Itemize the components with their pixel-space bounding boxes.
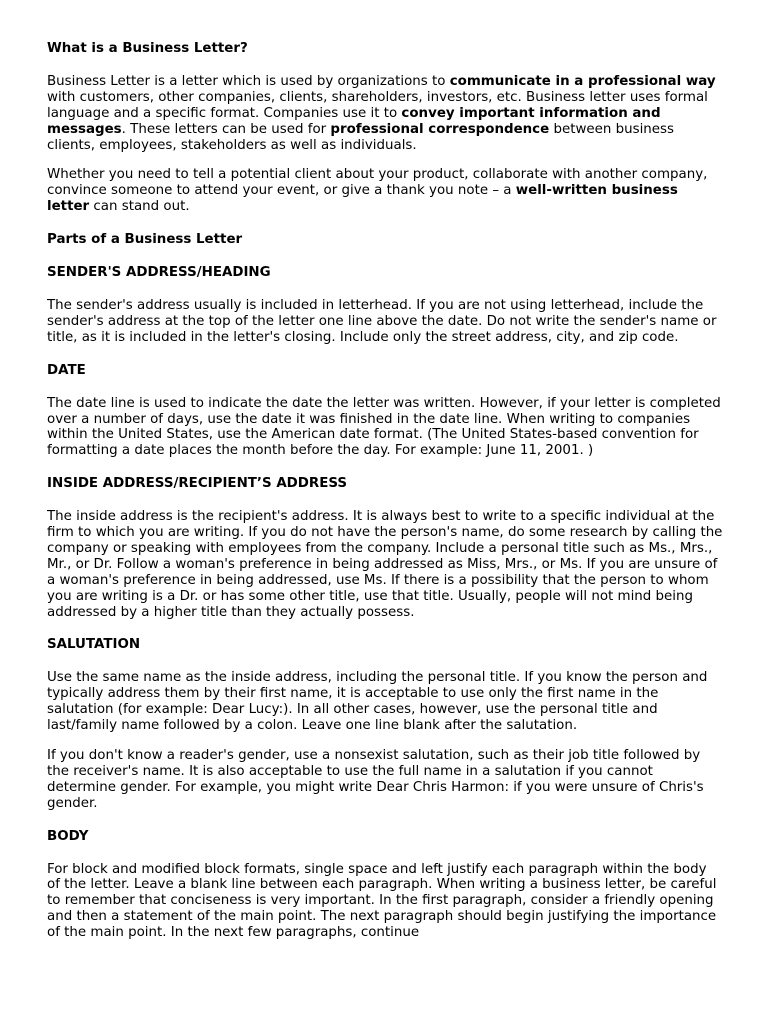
intro-text: Whether you need to tell a potential client about your product, collaborate with another company, convince someone to attend your event, or give a thank you note – a — [47, 167, 708, 199]
intro-emphasis: communicate in a professional way — [449, 73, 716, 89]
salutation-paragraph-2: If you don't know a reader's gender, use a nonsexist salutation, such as their job title followed by the receiver's name. It is also acceptable to use the full name in a salutation if you cannot determine gender. For example, you might write Dear Chris Harmon: if you were unsure of Chris's gender. — [47, 748, 704, 811]
document-page — [47, 41, 723, 941]
intro-text: Business Letter is a letter which is used by organizations to — [47, 73, 450, 89]
intro-paragraph-1 — [47, 74, 723, 154]
body-paragraph: For block and modified block formats, single space and left justify each paragraph within the body of the letter. Leave a blank line between each paragraph. When writing a business letter, be careful to remember that conciseness is very important. In the first paragraph, consider a friendly opening and then a statement of the main point. The next paragraph should begin justifying the importance of the main point. In the next few paragraphs, continue — [47, 861, 717, 941]
date-paragraph: The date line is used to indicate the date the letter was written. However, if your letter is completed over a number of days, use the date it was finished in the date line. When writing to companies within the United States, use the American date format. (The United States-based convention for formatting a date places the month before the day. For example: June 11, 2001. ) — [47, 395, 721, 459]
intro-emphasis: professional correspondence — [330, 121, 550, 137]
inside-address-paragraph: The inside address is the recipient's address. It is always best to write to a specific individual at the firm to which you are writing. If you do not have the person's name, do some research by calling the company or speaking with employees from the company. Include a personal title such as Ms., Mrs., Mr., or Dr. Follow a woman's preference in being addressed as Miss, Mrs., or Ms. If you are unsure of a woman's preference in being addressed, use Ms. If there is a possibility that the person to whom you are writing is a Dr. or has some other title, use that title. Usually, people will not mind being addressed by a higher title than they actually possess. — [47, 509, 723, 620]
inside-address-heading: INSIDE ADDRESS/RECIPIENT’S ADDRESS — [47, 476, 348, 492]
intro-text: with customers, other companies, clients, shareholders, investors, etc. Business letter uses formal language and a specific format. Companies use it to — [47, 89, 708, 121]
sender-address-paragraph: The sender's address usually is included in letterhead. If you are not using letterhead, include the sender's address at the top of the letter one line above the date. Do not write the sender's name or title, as it is included in the letter's closing. Include only the street address, city, and zip code. — [47, 297, 717, 345]
salutation-heading: SALUTATION — [47, 637, 141, 653]
intro-text: can stand out. — [89, 199, 190, 215]
intro-text: . These letters can be used for — [121, 121, 331, 137]
date-heading: DATE — [47, 362, 86, 378]
parts-heading: Parts of a Business Letter — [47, 232, 243, 248]
intro-text: between business clients, employees, stakeholders as well as individuals. — [47, 121, 674, 153]
sender-address-heading: SENDER'S ADDRESS/HEADING — [47, 265, 271, 281]
salutation-paragraph-1: Use the same name as the inside address, including the personal title. If you know the person and typically address them by their first name, it is acceptable to use only the first name in the salutation (for example: Dear Lucy:). In all other cases, however, use the personal title and last/family name followed by a colon. Leave one line blank after the salutation. — [47, 670, 708, 734]
intro-emphasis: convey important information and messages — [47, 105, 661, 137]
body-heading: BODY — [47, 828, 89, 844]
document-title: What is a Business Letter? — [47, 41, 248, 56]
intro-emphasis: well-written business letter — [47, 183, 678, 215]
intro-paragraph-2 — [47, 167, 723, 215]
